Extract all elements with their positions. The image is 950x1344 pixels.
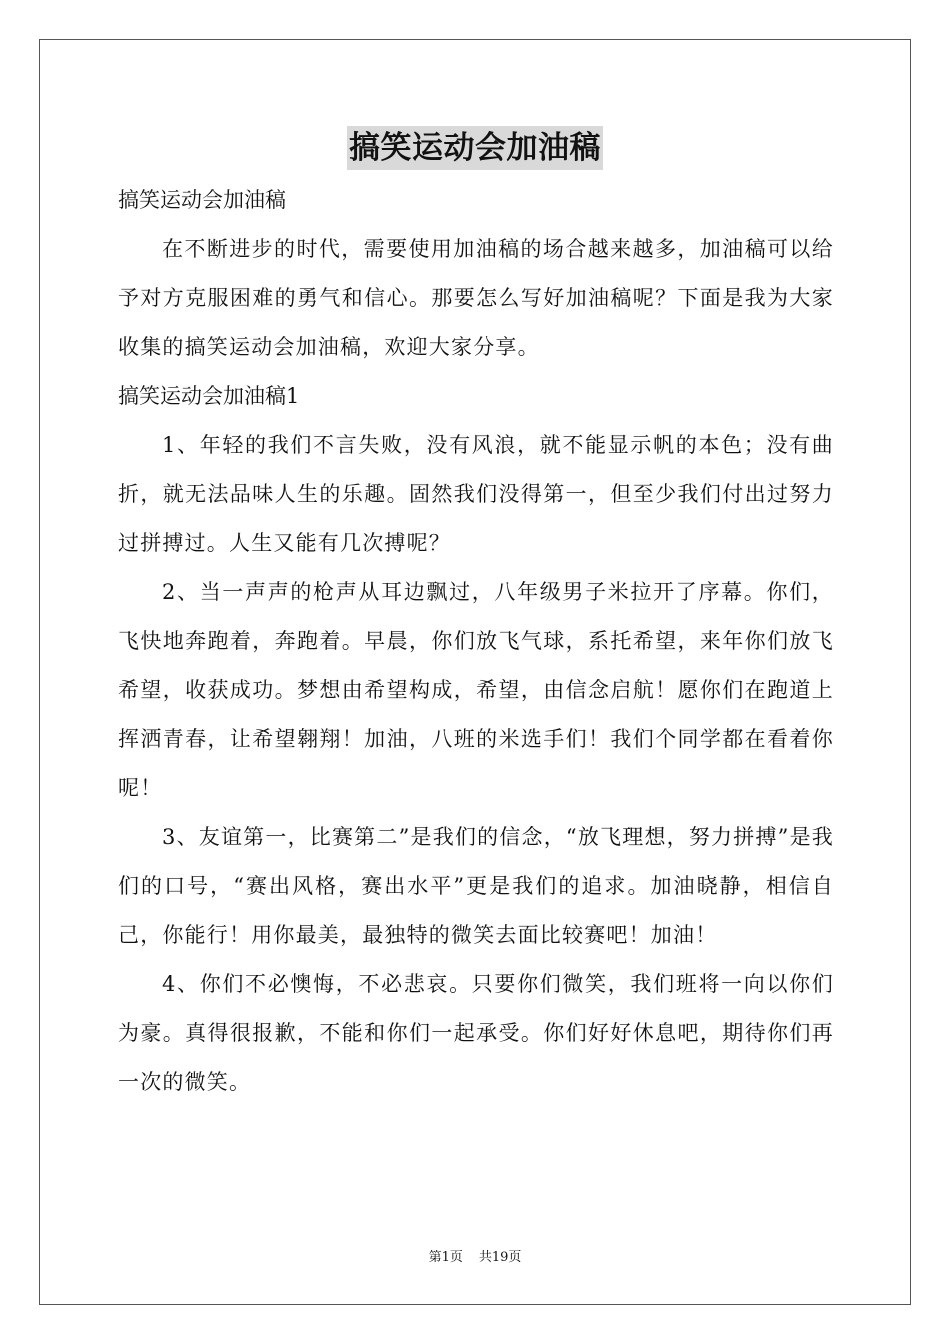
paragraph-4: 4、你们不必懊悔，不必悲哀。只要你们微笑，我们班将一向以你们为豪。真得很报歉，不能和你们一起承受。你们好好休息吧，期待你们再一次的微笑。 [118,972,834,1094]
document-subtitle: 搞笑运动会加油稿 [118,188,286,212]
paragraph-3: 3、友谊第一，比赛第二”是我们的信念，“放飞理想，努力拼搏”是我们的口号，“赛出风格，赛出水平”更是我们的追求。加油晓静，相信自己，你能行！用你最美，最独特的微笑去面比较赛吧！加油！ [118,825,834,947]
page-total: 共19页 [478,1250,522,1265]
paragraph-1: 1、年轻的我们不言失败，没有风浪，就不能显示帆的本色；没有曲折，就无法品味人生的乐趣。固然我们没得第一，但至少我们付出过努力过拼搏过。人生又能有几次搏呢？ [118,433,834,555]
document-title: 搞笑运动会加油稿 [347,126,603,170]
intro-paragraph: 在不断进步的时代，需要使用加油稿的场合越来越多，加油稿可以给予对方克服困难的勇气和信心。那要怎么写好加油稿呢？下面是我为大家收集的搞笑运动会加油稿，欢迎大家分享。 [118,237,834,359]
title-container [0,126,950,170]
document-body [118,176,834,1107]
page-footer [0,1246,950,1265]
section-heading: 搞笑运动会加油稿1 [118,384,300,408]
paragraph-2: 2、当一声声的枪声从耳边飘过，八年级男子米拉开了序幕。你们，飞快地奔跑着，奔跑着。早晨，你们放飞气球，系托希望，来年你们放飞希望，收获成功。梦想由希望构成，希望，由信念启航！愿你们在跑道上挥洒青春，让希望翱翔！加油，八班的米选手们！我们个同学都在看着你呢！ [118,580,834,800]
page-number: 第1页 [428,1250,463,1265]
